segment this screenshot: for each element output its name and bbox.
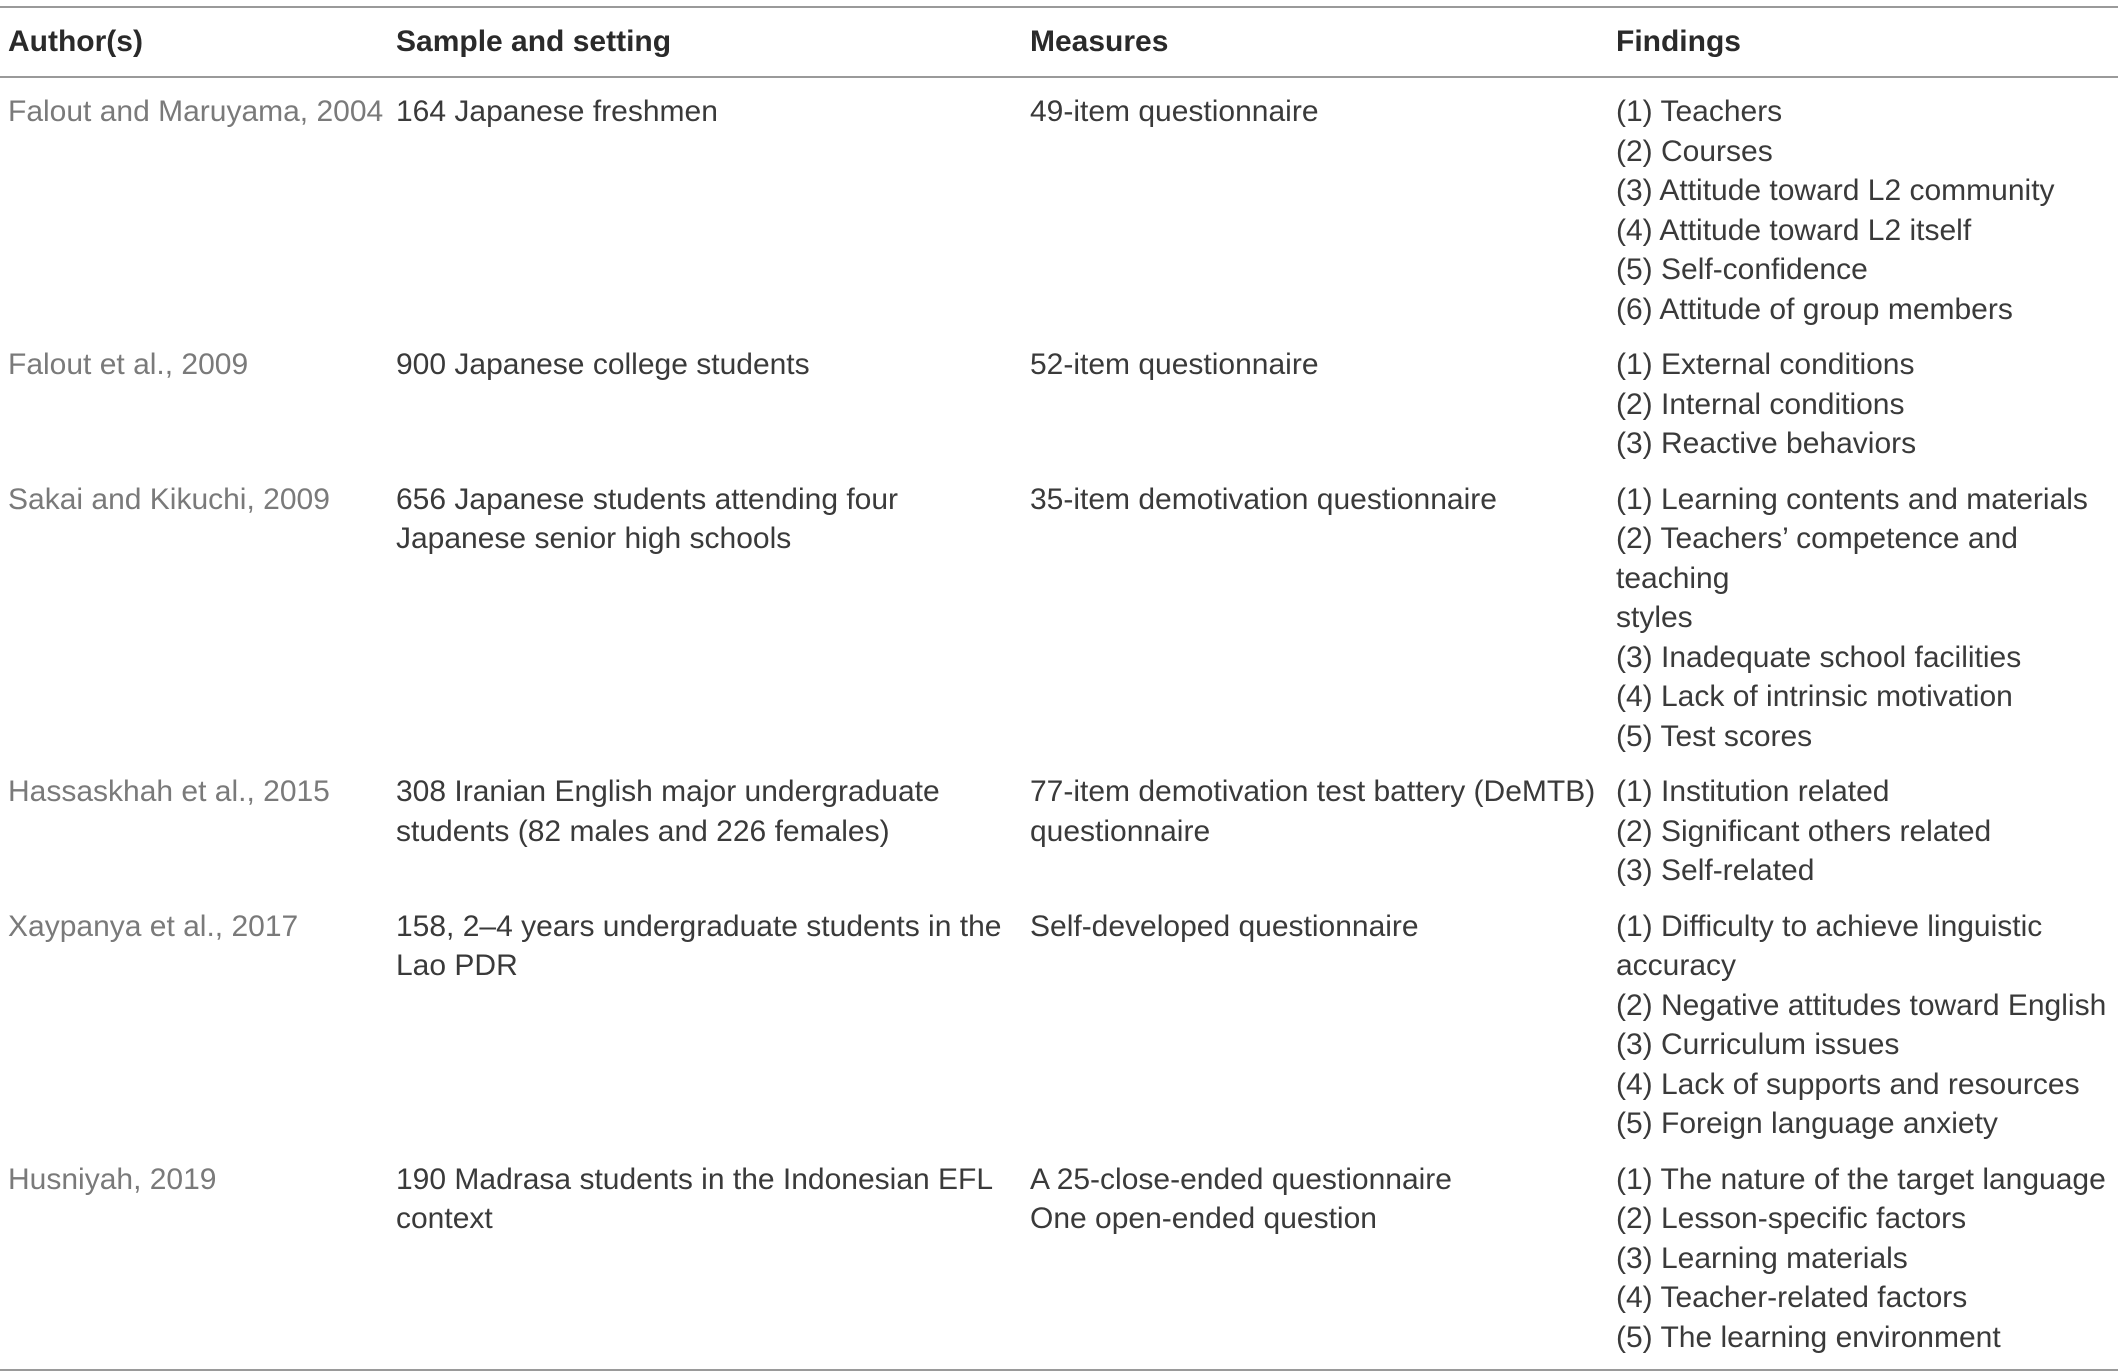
cell-findings xyxy=(1608,764,2118,899)
cell-findings-line: (1) Learning contents and materials xyxy=(1616,482,2088,516)
cell-measures xyxy=(1022,337,1608,472)
cell-measures-line: 49-item questionnaire xyxy=(1030,95,1319,128)
cell-sample-and-setting-line: context xyxy=(396,1202,493,1235)
cell-measures-line: A 25-close-ended questionnaire xyxy=(1030,1162,1452,1196)
cell-sample-and-setting xyxy=(388,472,1022,765)
demotivation-studies-table xyxy=(0,6,2118,1371)
cell-findings-line: (4) Lack of intrinsic motivation xyxy=(1616,680,2013,713)
cell-findings xyxy=(1608,77,2118,337)
cell-findings xyxy=(1608,899,2118,1152)
cell-author: Falout and Maruyama, 2004 xyxy=(8,95,384,128)
cell-measures-line: 35-item demotivation questionnaire xyxy=(1030,482,1497,516)
cell-findings-line: (3) Self-related xyxy=(1616,854,1815,887)
cell-findings xyxy=(1608,472,2118,765)
cell-sample-and-setting xyxy=(388,337,1022,472)
cell-findings-line: (3) Attitude toward L2 community xyxy=(1616,174,2055,207)
cell-sample-and-setting-line: Lao PDR xyxy=(396,949,518,982)
cell-findings-line: (5) Foreign language anxiety xyxy=(1616,1107,1998,1140)
cell-findings-line: (2) Teachers’ competence and teaching xyxy=(1616,522,2018,595)
cell-findings-line: (4) Lack of supports and resources xyxy=(1616,1067,2080,1101)
header-measures: Measures xyxy=(1030,25,1169,58)
cell-author: Xaypanya et al., 2017 xyxy=(8,909,299,943)
cell-measures-line: One open-ended question xyxy=(1030,1202,1377,1235)
cell-findings-line: (5) The learning environment xyxy=(1616,1320,2001,1354)
cell-measures xyxy=(1022,77,1608,337)
cell-findings-line: (1) External conditions xyxy=(1616,348,1915,381)
table-header xyxy=(0,7,2118,77)
cell-sample-and-setting-line: 164 Japanese freshmen xyxy=(396,95,718,128)
cell-findings-line: (3) Curriculum issues xyxy=(1616,1028,1900,1061)
cell-sample-and-setting-line: students (82 males and 226 females) xyxy=(396,814,890,848)
cell-findings-line: (5) Test scores xyxy=(1616,719,1813,753)
header-sample-and-setting: Sample and setting xyxy=(396,25,672,58)
table-row xyxy=(0,77,2118,337)
cell-measures xyxy=(1022,1152,1608,1371)
cell-measures xyxy=(1022,764,1608,899)
cell-findings xyxy=(1608,337,2118,472)
cell-sample-and-setting-line: 900 Japanese college students xyxy=(396,348,810,381)
cell-sample-and-setting-line: 158, 2–4 years undergraduate students in the xyxy=(396,909,1002,943)
cell-findings-line: (2) Negative attitudes toward English xyxy=(1616,988,2107,1022)
cell-findings-line: (5) Self-confidence xyxy=(1616,253,1868,286)
cell-findings-line: (4) Teacher-related factors xyxy=(1616,1281,1968,1314)
cell-author: Hassaskhah et al., 2015 xyxy=(8,775,330,808)
cell-findings-line: (1) Institution related xyxy=(1616,775,1890,808)
cell-author: Falout et al., 2009 xyxy=(8,348,249,381)
cell-measures-line: questionnaire xyxy=(1030,814,1211,848)
cell-findings-line: (1) The nature of the target language xyxy=(1616,1162,2106,1196)
cell-sample-and-setting xyxy=(388,764,1022,899)
cell-findings-line: (6) Attitude of group members xyxy=(1616,292,2013,326)
cell-findings-line: (3) Inadequate school facilities xyxy=(1616,640,2022,674)
header-row xyxy=(0,7,2118,77)
table-row xyxy=(0,764,2118,899)
cell-findings-line: styles xyxy=(1616,601,1693,634)
cell-sample-and-setting xyxy=(388,899,1022,1152)
cell-measures-line: 52-item questionnaire xyxy=(1030,348,1319,381)
cell-findings-line: (2) Courses xyxy=(1616,134,1773,168)
cell-findings-line: (2) Significant others related xyxy=(1616,814,1992,848)
table-row xyxy=(0,899,2118,1152)
cell-measures xyxy=(1022,472,1608,765)
table-row xyxy=(0,337,2118,472)
cell-measures-line: 77-item demotivation test battery (DeMTB) xyxy=(1030,775,1596,808)
cell-sample-and-setting xyxy=(388,1152,1022,1371)
cell-findings-line: (4) Attitude toward L2 itself xyxy=(1616,213,1972,247)
header-authors: Author(s) xyxy=(8,25,143,58)
cell-measures xyxy=(1022,899,1608,1152)
demotivation-studies-table-container xyxy=(0,6,2118,1371)
cell-measures-line: Self-developed questionnaire xyxy=(1030,909,1419,943)
cell-sample-and-setting-line: 190 Madrasa students in the Indonesian EFL xyxy=(396,1162,994,1196)
cell-findings-line: (2) Internal conditions xyxy=(1616,387,1905,421)
cell-sample-and-setting xyxy=(388,77,1022,337)
table-row xyxy=(0,472,2118,765)
cell-sample-and-setting-line: Japanese senior high schools xyxy=(396,522,792,555)
cell-sample-and-setting-line: 656 Japanese students attending four xyxy=(396,482,899,516)
cell-sample-and-setting-line: 308 Iranian English major undergraduate xyxy=(396,775,940,808)
cell-findings-line: (3) Reactive behaviors xyxy=(1616,427,1917,460)
cell-findings-line: (1) Teachers xyxy=(1616,95,1783,128)
cell-findings-line: (2) Lesson-specific factors xyxy=(1616,1202,1967,1235)
cell-findings xyxy=(1608,1152,2118,1371)
cell-author: Husniyah, 2019 xyxy=(8,1162,217,1196)
cell-findings-line: accuracy xyxy=(1616,949,1737,982)
cell-author: Sakai and Kikuchi, 2009 xyxy=(8,482,330,516)
table-body xyxy=(0,77,2118,1370)
cell-findings-line: (1) Difficulty to achieve linguistic xyxy=(1616,909,2043,943)
table-row xyxy=(0,1152,2118,1371)
cell-findings-line: (3) Learning materials xyxy=(1616,1241,1908,1275)
header-findings: Findings xyxy=(1616,25,1741,58)
